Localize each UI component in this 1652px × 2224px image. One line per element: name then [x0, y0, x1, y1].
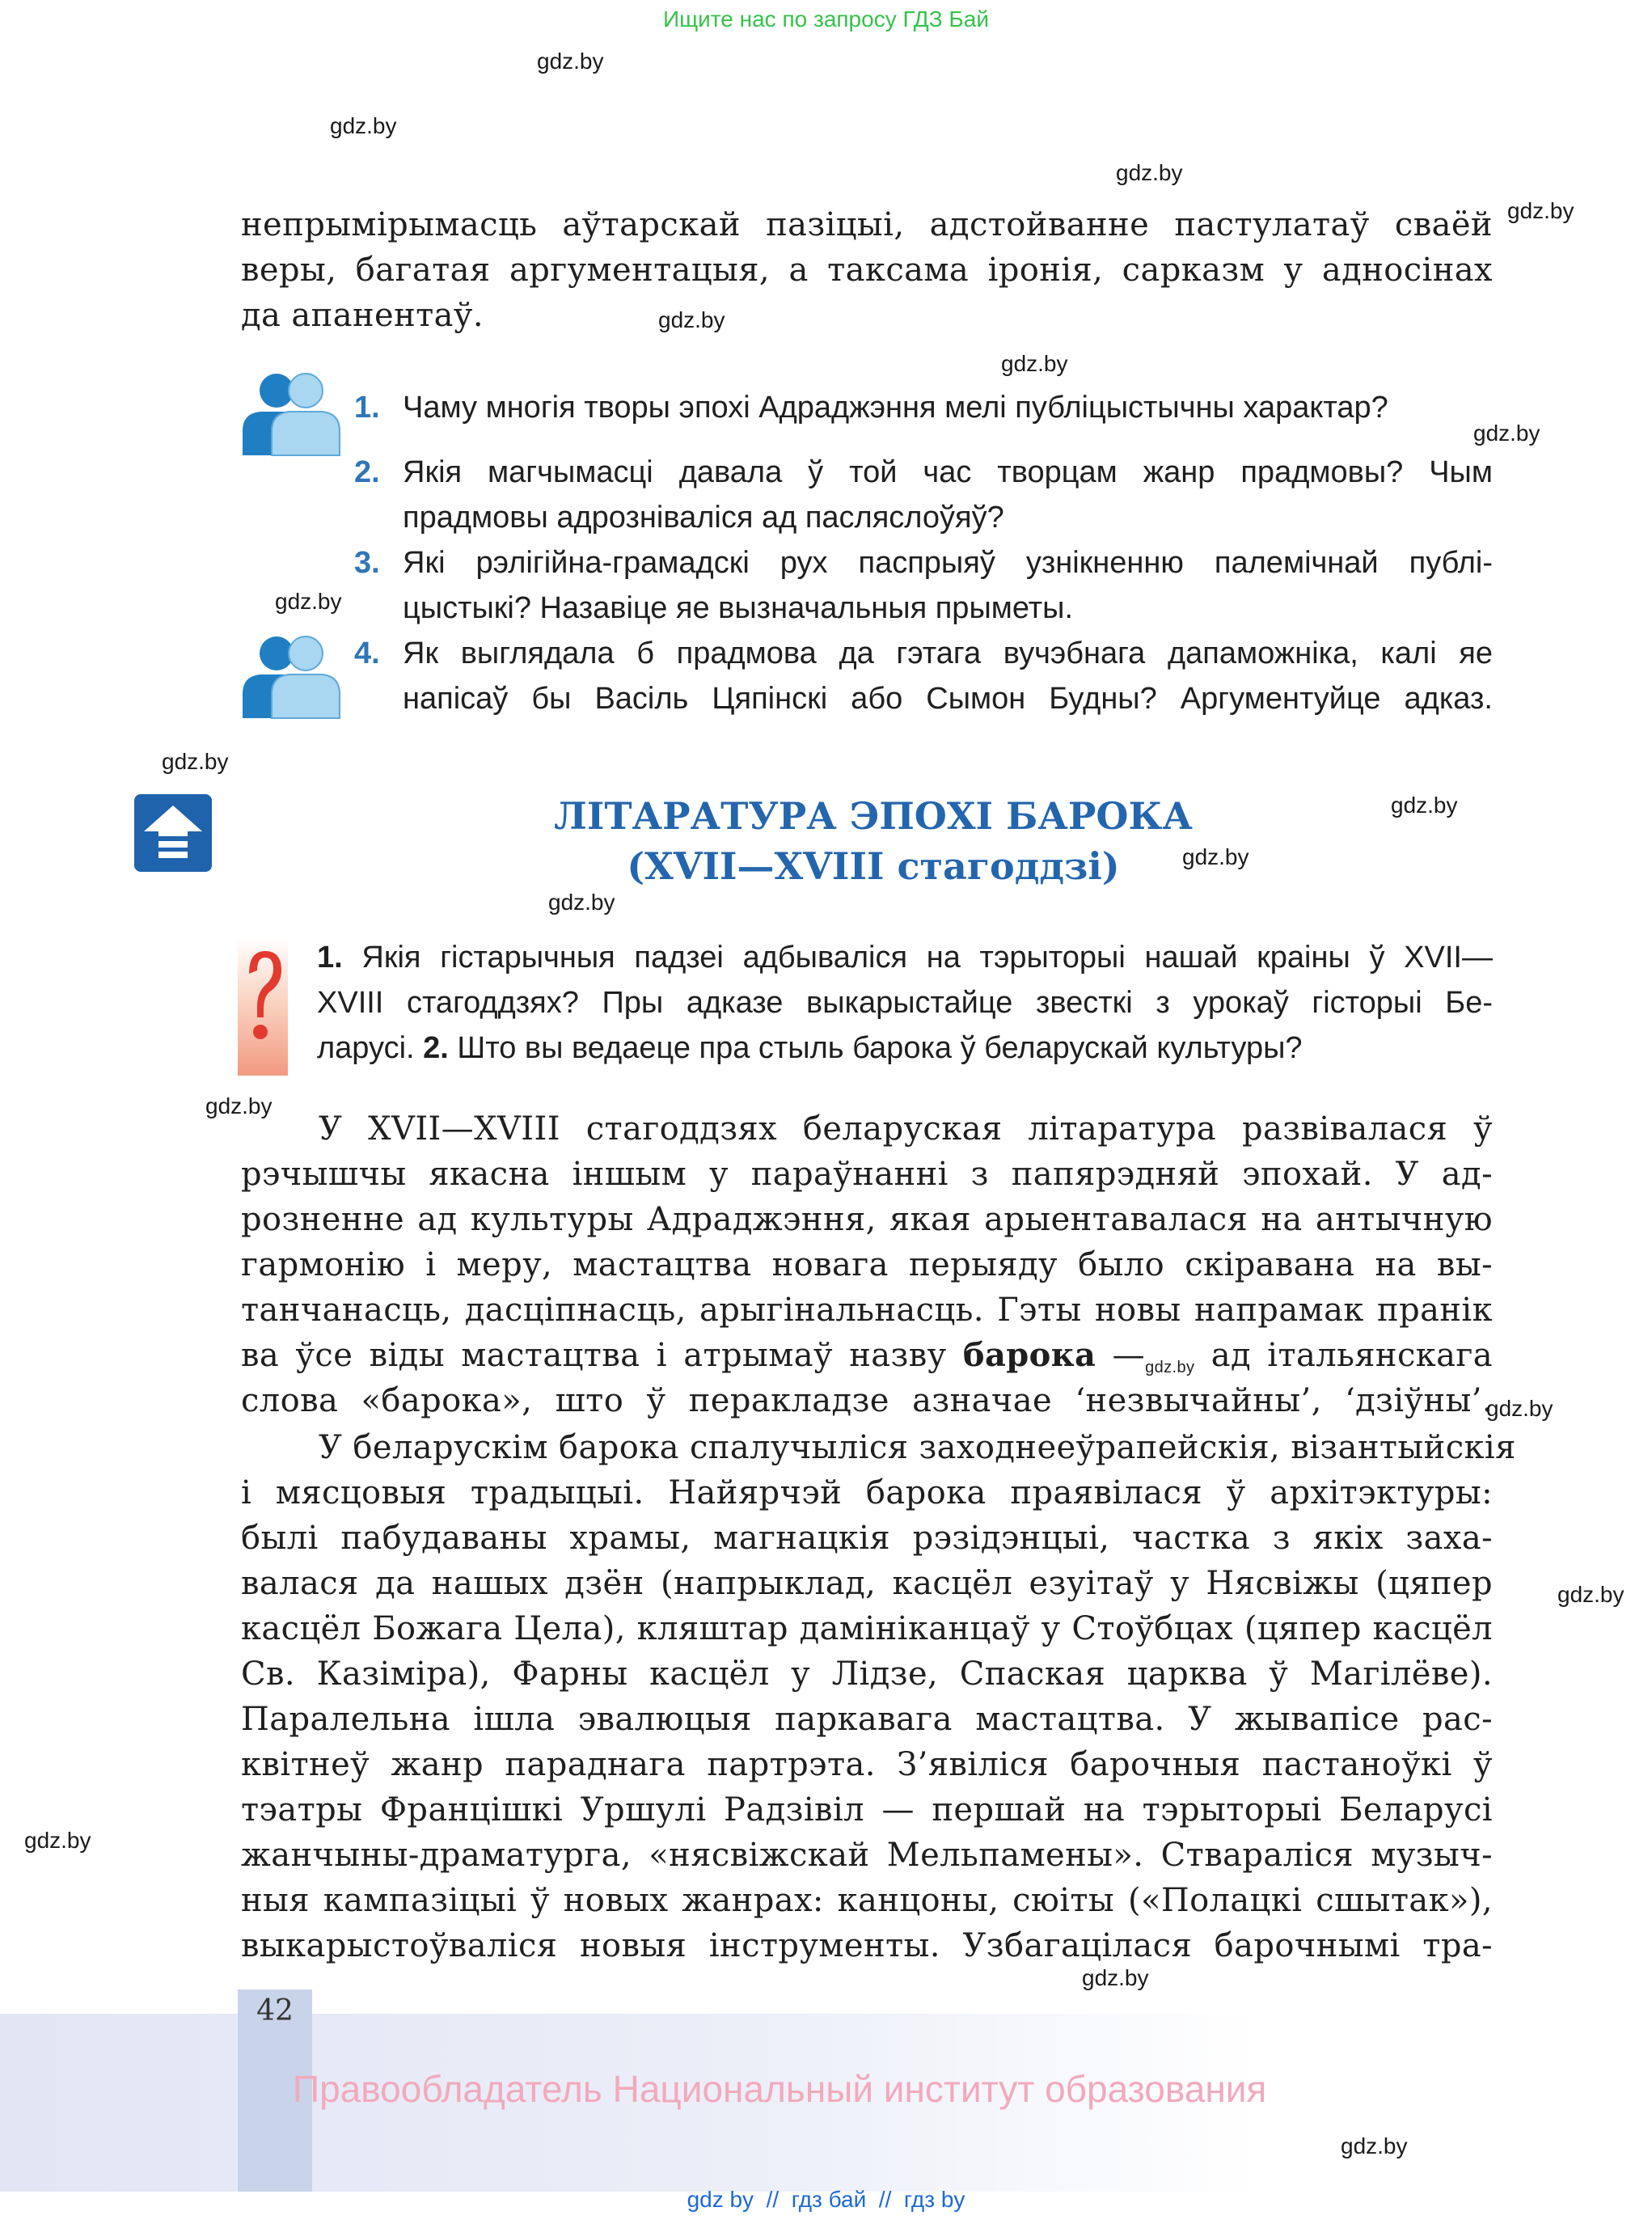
- pre-question-line: 1. Якія гістарычныя падзеі адбываліся на тэрыторыі нашай краіны ў XVII—: [317, 941, 1493, 975]
- body-line: рэчышчы якасна іншым у параўнанні з папярэдняй эпохай. У ад-: [241, 1156, 1493, 1193]
- group-work-icon: [236, 368, 343, 457]
- pre-question-number: 1.: [317, 941, 343, 975]
- body-line: Св. Казіміра), Фарны касцёл у Лідзе, Спаская царква ў Магілёве).: [241, 1655, 1493, 1693]
- watermark: gdz.by: [1391, 793, 1458, 818]
- watermark: gdz.by: [1082, 1965, 1149, 1990]
- question-number: 4.: [354, 636, 380, 670]
- home-up-icon[interactable]: [134, 794, 212, 872]
- body-line: У беларускім барока спалучыліся заходнееўрапейскія, візантыйскія: [319, 1429, 1516, 1466]
- body-line: ва ўсе віды мастацтва і атрымаў назву барока $—_{gdz.by}$ ад італьянскага: [241, 1336, 1493, 1376]
- body-line: тэатры Францішкі Уршулі Радзівіл — першай на тэрыторыі Беларусі: [241, 1791, 1493, 1829]
- watermark: gdz.by: [1341, 2133, 1408, 2158]
- intro-line: да апанентаў.: [241, 297, 484, 334]
- body-line: былі пабудаваны храмы, магнацкія рэзідэнцыі, частка з якіх заха-: [241, 1520, 1493, 1557]
- question-number: 2.: [354, 455, 380, 489]
- body-line: квітнеў жанр параднага партрэта. З’явіліся барочныя пастаноўкі ў: [241, 1746, 1493, 1783]
- question-line: напісаў бы Васіль Цяпінскі або Сымон Будны? Аргументуйце адказ.: [403, 682, 1493, 716]
- watermark: gdz.by: [1557, 1582, 1625, 1607]
- body-line: гармонію і меру, мастацтва новага перыяду было скіравана на вы-: [241, 1246, 1493, 1283]
- question-line: Якія магчымасці давала ў той час творцам жанр прадмовы? Чым: [403, 455, 1493, 489]
- body-line: У XVII—XVIII стагоддзях беларуская літаратура развівалася ў: [319, 1110, 1493, 1148]
- body-line: валася да нашых дзён (напрыклад, касцёл езуітаў у Нясвіжы (цяпер: [241, 1565, 1493, 1602]
- intro-line: веры, багатая аргументацыя, а таксама іронія, сарказм у адносінах: [241, 252, 1493, 289]
- question-number: 1.: [354, 391, 380, 425]
- question-line: Як выглядала б прадмова да гэтага вучэбнага дапаможніка, калі яе: [403, 636, 1493, 670]
- body-line: жанчыны-драматурга, «нясвіжскай Мельпамены». Ствараліся музыч-: [241, 1837, 1493, 1874]
- body-line: розненне ад культуры Адраджэння, якая арыентавалася на антычную: [241, 1201, 1493, 1238]
- watermark: gdz.by: [1116, 160, 1183, 185]
- top-banner[interactable]: Ищите нас по запросу ГДЗ Бай: [662, 6, 990, 32]
- group-work-icon: [236, 631, 343, 720]
- term-baroque: барока: [962, 1336, 1096, 1374]
- body-line: і мясцовыя традыцыі. Найярчэй барока праявілася ў архітэктуры:: [241, 1474, 1493, 1512]
- question-mark-icon: [238, 938, 288, 1076]
- watermark: gdz.by: [24, 1828, 91, 1853]
- question-line: Які рэлігійна-грамадскі рух паспрыяў узнікненню палемічнай публі-: [403, 546, 1493, 580]
- watermark: gdz.by: [1145, 1359, 1195, 1376]
- watermark: gdz.by: [1486, 1396, 1553, 1421]
- question-line: Чаму многія творы эпохі Адраджэння мелі публіцыстычны характар?: [403, 391, 1388, 425]
- pre-question-line: XVIII стагоддзях? Пры адказе выкарыстайце звесткі з урокаў гісторыі Бе-: [317, 986, 1493, 1020]
- body-line: Паралельна ішла эвалюцыя паркавага мастацтва. У жывапісе рас-: [241, 1701, 1493, 1738]
- body-line: слова «барока», што ў перакладзе азначае ‘незвычайны’, ‘дзіўны’.: [241, 1382, 1493, 1419]
- question-line: цыстыкі? Назавіце яе вызначальныя прыметы.: [403, 591, 1074, 625]
- body-line: ныя кампазіцыі ў новых жанрах: канцоны, сюіты («Полацкі сшытак»),: [241, 1882, 1493, 1919]
- watermark: gdz.by: [1001, 351, 1068, 376]
- watermark: gdz.by: [205, 1093, 273, 1118]
- body-line: танчанасць, дасціпнасць, арыгінальнасць. Гэты новы напрамак пранік: [241, 1292, 1493, 1329]
- page-number: 42: [256, 1994, 294, 2027]
- watermark: gdz.by: [330, 113, 397, 138]
- watermark: gdz.by: [537, 49, 604, 74]
- watermark: gdz.by: [658, 307, 725, 332]
- question-line: прадмовы адрозніваліся ад пасляслоўяў?: [403, 501, 1004, 535]
- watermark: gdz.by: [162, 749, 229, 774]
- pre-question-number: 2.: [423, 1031, 449, 1065]
- watermark: gdz.by: [1473, 421, 1540, 446]
- watermark: gdz.by: [548, 890, 615, 915]
- pre-question-line: ларусі. 2. Што вы ведаеце пра стыль барока ў беларускай культуры?: [317, 1031, 1303, 1065]
- intro-line: непрымірымасць аўтарскай пазіцыі, адстойванне пастулатаў сваёй: [241, 206, 1493, 243]
- copyright-notice: Правообладатель Национальный институт образования: [293, 2068, 1267, 2110]
- bottom-links[interactable]: gdz by // гдз бай // гдз by: [687, 2187, 965, 2212]
- section-title: ЛІТАРАТУРА ЭПОХІ БАРОКА: [554, 794, 1193, 838]
- watermark: gdz.by: [275, 589, 342, 614]
- watermark: gdz.by: [1182, 844, 1249, 869]
- watermark: gdz.by: [1507, 198, 1574, 223]
- body-line: выкарыстоўваліся новыя інструменты. Узбагацілася барочнымі тра-: [241, 1927, 1493, 1964]
- body-line: касцёл Божага Цела), кляштар дамініканцаў у Стоўбцах (цяпер касцёл: [241, 1610, 1493, 1647]
- section-subtitle: (XVII—XVIII стагоддзі): [627, 844, 1120, 888]
- question-number: 3.: [354, 546, 380, 580]
